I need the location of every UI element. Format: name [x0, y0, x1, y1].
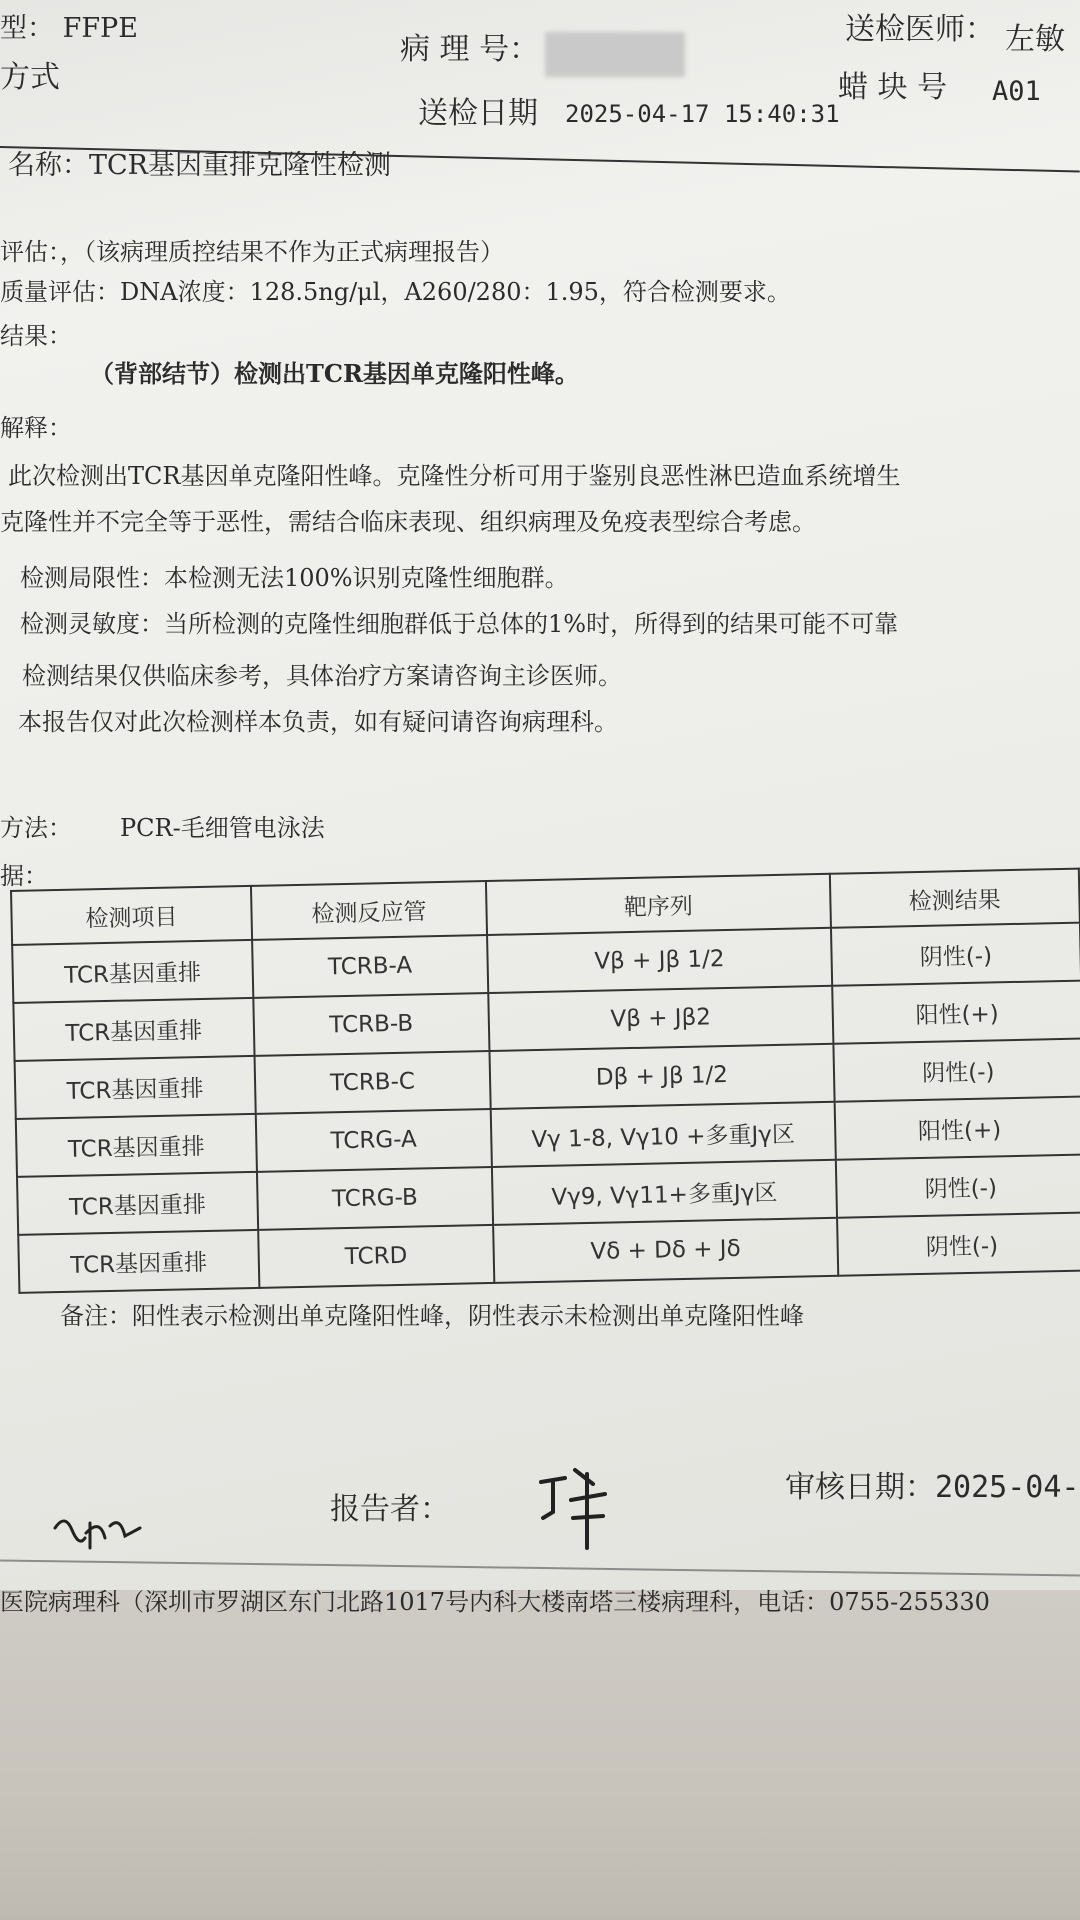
reporter-signature	[535, 1460, 615, 1554]
background-surface	[0, 1590, 1080, 1920]
date-value: 2025-04-17 15:40:31	[565, 100, 840, 128]
table-cell: 阴性(-)	[833, 1039, 1080, 1102]
table-cell: TCRD	[258, 1225, 495, 1288]
explain-line-1: 此次检测出TCR基因单克隆阳性峰。克隆性分析可用于鉴别良恶性淋巴造血系统增生	[8, 462, 901, 490]
qc-evaluation: 评估：，（该病理质控结果不作为正式病理报告）	[0, 238, 504, 266]
block-label: 蜡 块 号	[838, 70, 948, 105]
header-cell: 检测结果	[829, 869, 1079, 928]
method-fragment: 方式	[0, 60, 60, 95]
table-cell: TCR基因重排	[12, 940, 253, 1003]
table-cell: 阳性(+)	[834, 1097, 1080, 1160]
table-cell: 阴性(-)	[831, 923, 1080, 986]
explain-label: 解释：	[0, 414, 72, 442]
review-date: 审核日期：2025-04-	[785, 1470, 1080, 1505]
table-cell: TCR基因重排	[15, 1056, 256, 1119]
method-value: PCR-毛细管电泳法	[120, 814, 325, 842]
table-cell: Vδ + Dδ + Jδ	[493, 1218, 838, 1283]
project-name: 名称：TCR基因重排克隆性检测	[8, 150, 391, 181]
table-cell: Vγ9, Vγ11+多重Jγ区	[492, 1160, 837, 1225]
responsibility-note: 本报告仅对此次检测样本负责，如有疑问请咨询病理科。	[18, 708, 618, 736]
header-cell: 检测反应管	[251, 881, 487, 940]
table-cell: Vβ + Jβ 1/2	[487, 928, 832, 993]
table-cell: Vγ 1-8, Vγ10 +多重Jγ区	[491, 1102, 836, 1167]
method-label: 方法：	[0, 814, 72, 842]
table-cell: TCR基因重排	[17, 1172, 258, 1235]
header-cell: 靶序列	[486, 874, 831, 935]
table-cell: TCRG-B	[257, 1167, 494, 1230]
reporter-label: 报告者：	[330, 1492, 450, 1527]
data-label: 据：	[0, 862, 48, 890]
table-cell: Vβ + Jβ2	[488, 986, 833, 1051]
detection-limit: 检测局限性：本检测无法100%识别克隆性细胞群。	[20, 564, 569, 592]
table-note: 备注：阳性表示检测出单克隆阳性峰，阴性表示未检测出单克隆阳性峰	[60, 1302, 804, 1330]
table-cell: TCR基因重排	[18, 1230, 259, 1293]
table-cell: 阴性(-)	[837, 1213, 1080, 1276]
hospital-address: 医院病理科（深圳市罗湖区东门北路1017号内科大楼南塔三楼病理科，电话：0755-255330	[0, 1588, 990, 1616]
table-cell: TCRG-A	[255, 1109, 492, 1172]
table-cell: TCRB-A	[252, 935, 489, 998]
result-label: 结果：	[0, 322, 72, 350]
redacted-pathology-no	[545, 32, 685, 77]
table-cell: 阳性(+)	[832, 981, 1080, 1044]
date-label: 送检日期	[418, 96, 538, 131]
doctor-name: 左敏	[1005, 22, 1065, 57]
table-cell: TCR基因重排	[13, 998, 254, 1061]
handwritten-signature	[50, 1508, 150, 1562]
table-cell: 阴性(-)	[835, 1155, 1080, 1218]
block-no: A01	[992, 76, 1041, 107]
doctor-label: 送检医师：	[845, 12, 995, 47]
result-text: （背部结节）检测出TCR基因单克隆阳性峰。	[90, 359, 579, 388]
table-cell: TCRB-B	[253, 993, 490, 1056]
header-cell: 检测项目	[11, 886, 252, 945]
table-cell: TCRB-C	[254, 1051, 491, 1114]
table-cell: TCR基因重排	[16, 1114, 257, 1177]
table-cell: Dβ + Jβ 1/2	[490, 1044, 835, 1109]
pathology-no-label: 病 理 号：	[400, 32, 540, 67]
clinical-advice: 检测结果仅供临床参考，具体治疗方案请咨询主诊医师。	[22, 662, 622, 690]
specimen-type: 型： FFPE	[0, 13, 138, 44]
explain-line-2: 克隆性并不完全等于恶性，需结合临床表现、组织病理及免疫表型综合考虑。	[0, 508, 816, 536]
qc-quality: 质量评估：DNA浓度：128.5ng/μl，A260/280：1.95，符合检测要求。	[0, 278, 791, 306]
result-table	[10, 868, 1080, 1294]
detection-sensitivity: 检测灵敏度：当所检测的克隆性细胞群低于总体的1%时，所得到的结果可能不可靠	[20, 610, 899, 638]
